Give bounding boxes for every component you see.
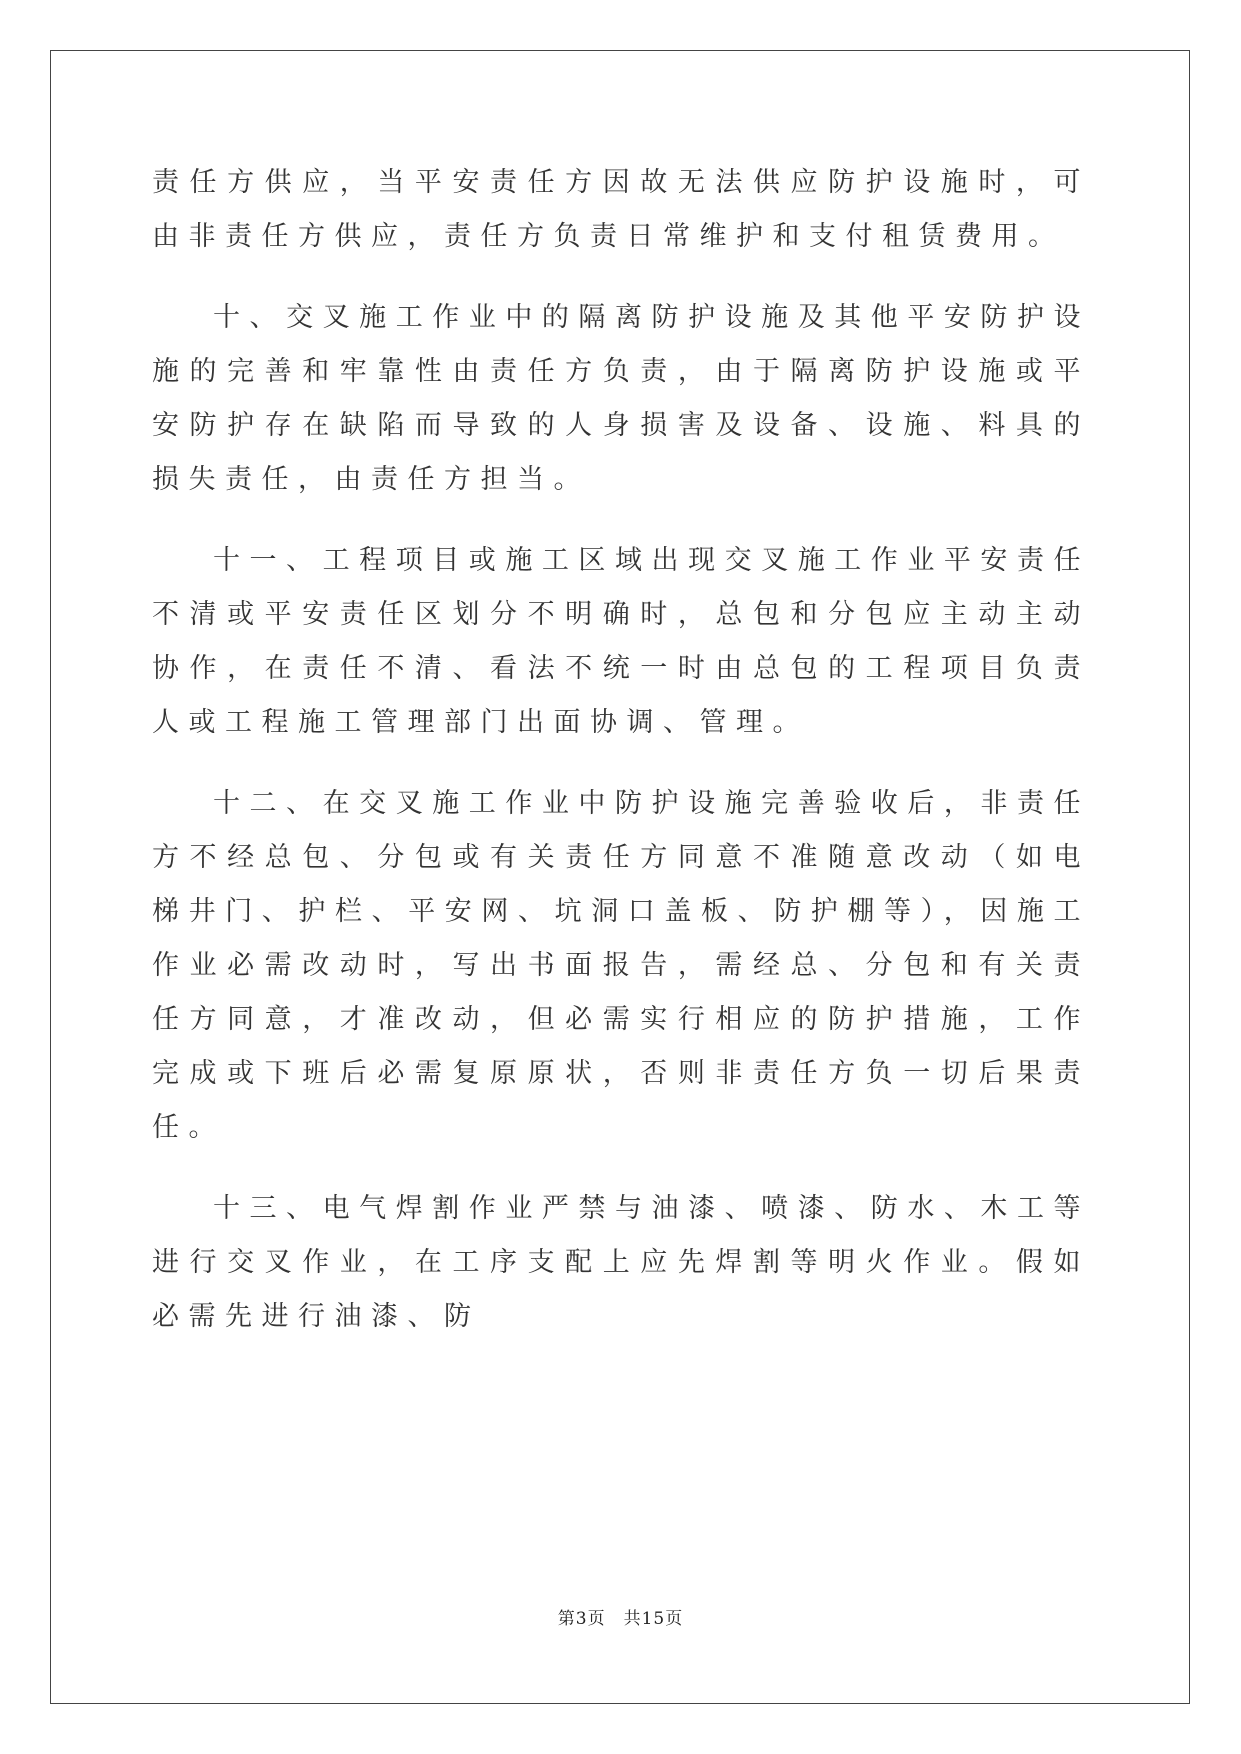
paragraph-3: 十一、工程项目或施工区域出现交叉施工作业平安责任不清或平安责任区划分不明确时，总包和分包应主动主动协作，在责任不清、看法不统一时由总包的工程项目负责人或工程施工管理部门出面协调、管理。 — [152, 545, 1090, 738]
page-number: 第3页 — [557, 1609, 606, 1629]
page-total: 共15页 — [623, 1609, 684, 1629]
document-body — [152, 156, 1090, 1371]
page-footer — [0, 1604, 1241, 1629]
paragraph-1: 责任方供应，当平安责任方因故无法供应防护设施时，可由非责任方供应，责任方负责日常维护和支付租赁费用。 — [152, 167, 1090, 252]
paragraph-5: 十三、电气焊割作业严禁与油漆、喷漆、防水、木工等进行交叉作业，在工序支配上应先焊割等明火作业。假如必需先进行油漆、防 — [152, 1193, 1090, 1332]
paragraph-2: 十、交叉施工作业中的隔离防护设施及其他平安防护设施的完善和牢靠性由责任方负责，由于隔离防护设施或平安防护存在缺陷而导致的人身损害及设备、设施、料具的损失责任，由责任方担当。 — [152, 302, 1090, 495]
paragraph-4: 十二、在交叉施工作业中防护设施完善验收后，非责任方不经总包、分包或有关责任方同意不准随意改动（如电梯井门、护栏、平安网、坑洞口盖板、防护棚等），因施工作业必需改动时，写出书面报告，需经总、分包和有关责任方同意，才准改动，但必需实行相应的防护措施，工作完成或下班后必需复原原状，否则非责任方负一切后果责任。 — [152, 788, 1090, 1143]
